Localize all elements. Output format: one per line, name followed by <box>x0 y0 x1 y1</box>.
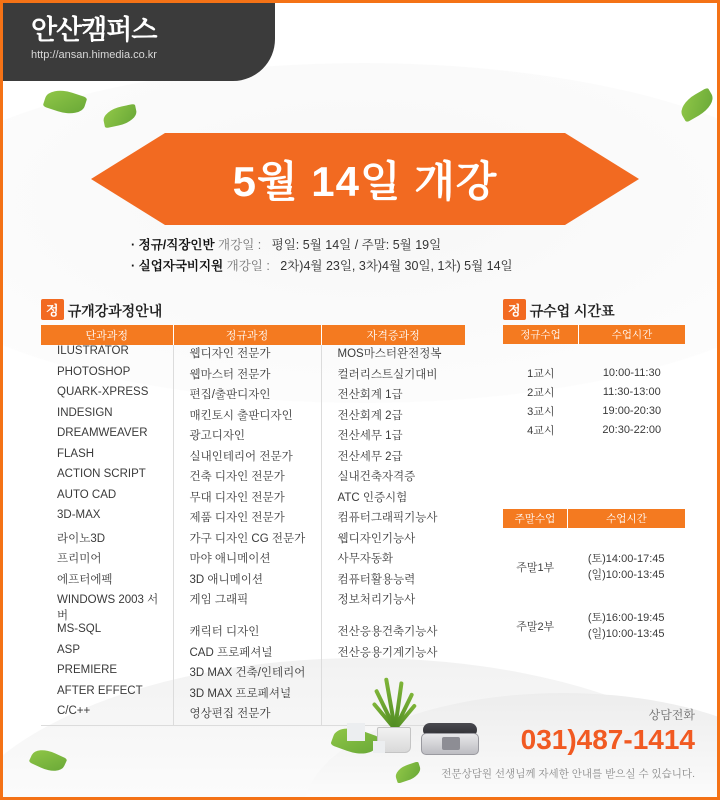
spacer-row <box>503 528 685 547</box>
table-cell: 정보처리기능사 <box>337 594 416 606</box>
table-cell: ASP <box>41 644 173 665</box>
table-cell: INDESIGN <box>41 407 173 428</box>
table-cell: 광고디자인 <box>173 427 321 448</box>
schedule-time-saturday: (토)14:00-17:45 <box>587 553 665 565</box>
table-cell: 영상편집 전문가 <box>173 705 321 726</box>
footer-note: 전문상담원 선생님께 자세한 안내를 받으실 수 있습니다. <box>441 768 695 780</box>
table-row <box>41 550 465 571</box>
contact-block <box>431 706 695 755</box>
table-cell: 프리미어 <box>41 550 173 571</box>
table-cell: 주말1부 <box>516 562 555 574</box>
table-row <box>41 448 465 469</box>
table-cell: PHOTOSHOP <box>41 366 173 387</box>
table-cell: 마야 애니메이션 <box>173 550 321 571</box>
table-cell: 20:30-22:00 <box>602 423 662 436</box>
table-cell: WINDOWS 2003 서버 <box>41 591 173 623</box>
decorative-square <box>347 723 365 741</box>
regular-label-suffix: 개강일 : <box>218 238 262 252</box>
schedule-time-sunday: (일)10:00-13:45 <box>587 628 665 640</box>
table-cell <box>567 547 685 587</box>
column-header-time: 수업시간 <box>579 325 685 344</box>
title-banner <box>91 133 639 225</box>
table-cell: 주말2부 <box>516 621 555 633</box>
table-cell: 제품 디자인 전문가 <box>173 509 321 530</box>
site-header <box>3 3 275 81</box>
table-cell: QUARK-XPRESS <box>41 386 173 407</box>
column-header-period: 정규수업 <box>503 325 579 344</box>
table-row <box>41 623 465 644</box>
table-row <box>41 468 465 489</box>
table-cell: 3교시 <box>527 405 555 418</box>
spacer-row <box>503 344 685 363</box>
table-cell <box>567 606 685 646</box>
table-header-row <box>41 325 465 345</box>
subsidized-value: 2차)4월 23일, 3차)4월 30일, 1차) 5월 14일 <box>280 259 513 273</box>
column-header-time: 수업시간 <box>567 509 685 528</box>
table-cell: 매킨토시 출판디자인 <box>173 407 321 428</box>
column-header-single: 단과과정 <box>41 325 173 345</box>
section-heading-courses <box>41 300 162 321</box>
table-cell: CAD 프로페셔널 <box>173 644 321 665</box>
regular-label: · 정규/직장인반 <box>131 238 215 252</box>
table-cell: 건축 디자인 전문가 <box>173 468 321 489</box>
table-cell: 3D-MAX <box>41 509 173 530</box>
section-title: 규수업 시간표 <box>529 303 615 319</box>
table-cell: 전산세무 2급 <box>337 450 403 463</box>
table-row <box>41 407 465 428</box>
section-title: 규개강과정안내 <box>67 303 163 319</box>
page-title: 5월 14일 개강 <box>232 158 498 205</box>
table-cell: ATC 인증시험 <box>337 491 408 504</box>
course-table <box>41 325 465 726</box>
table-cell: 라이노3D <box>41 530 173 551</box>
subsidized-label: · 실업자국비지원 <box>131 259 224 273</box>
open-date-row-regular <box>131 235 601 256</box>
table-row <box>41 530 465 551</box>
table-cell: 에프터에펙 <box>41 571 173 592</box>
table-cell: 전산응용기계기능사 <box>337 646 438 659</box>
table-cell: 실내건축자격증 <box>337 471 416 483</box>
table-cell: 전산회계 2급 <box>337 409 403 422</box>
course-table-body <box>41 345 465 726</box>
table-row <box>503 547 685 587</box>
weekday-schedule-body <box>503 344 685 439</box>
table-row <box>41 644 465 665</box>
column-header-certificate: 자격증과정 <box>321 325 465 345</box>
table-cell: 10:00-11:30 <box>602 366 661 379</box>
table-cell: 실내인테리어 전문가 <box>173 448 321 469</box>
schedule-time-sunday: (일)10:00-13:45 <box>587 569 665 581</box>
table-row <box>503 382 685 401</box>
table-cell: PREMIERE <box>41 664 173 685</box>
table-cell: 19:00-20:30 <box>602 404 662 417</box>
column-header-period: 주말수업 <box>503 509 567 528</box>
table-cell: FLASH <box>41 448 173 469</box>
table-row <box>41 386 465 407</box>
weekend-schedule-table <box>503 509 685 665</box>
logo-text: 안산캠퍼스 <box>31 15 157 45</box>
table-cell: 웹디자인 전문가 <box>173 345 321 366</box>
table-cell: 컬러리스트실기대비 <box>337 368 438 381</box>
regular-value: 평일: 5월 14일 / 주말: 5월 19일 <box>271 238 442 252</box>
table-cell: 전산회계 1급 <box>337 389 403 401</box>
table-cell: 웹디자인기능사 <box>337 532 416 545</box>
table-cell: 컴퓨터그래픽기능사 <box>337 512 438 524</box>
table-cell: 편집/출판디자인 <box>173 386 321 407</box>
banner-box <box>165 133 565 225</box>
table-cell: ACTION SCRIPT <box>41 468 173 489</box>
table-cell: 3D MAX 프로페셔널 <box>173 685 321 706</box>
table-cell: 사무자동화 <box>337 553 394 565</box>
table-cell: AFTER EFFECT <box>41 685 173 706</box>
open-date-row-subsidized <box>131 256 601 277</box>
table-cell: AUTO CAD <box>41 489 173 510</box>
course-table-head <box>41 325 465 345</box>
section-heading-schedule <box>503 300 615 321</box>
table-cell: ILUSTRATOR <box>41 345 173 366</box>
table-row <box>41 509 465 530</box>
table-cell: MS-SQL <box>41 623 173 644</box>
table-cell: 캐릭터 디자인 <box>173 623 321 644</box>
table-header-row <box>503 509 685 528</box>
section-mark: 정 <box>41 299 64 320</box>
section-mark: 정 <box>503 299 526 320</box>
column-header-regular: 정규과정 <box>173 325 321 345</box>
table-row <box>41 427 465 448</box>
table-cell: 11:30-13:00 <box>602 385 661 398</box>
subsidized-label-suffix: 개강일 : <box>226 259 270 273</box>
arrow-right-icon <box>565 133 639 225</box>
table-cell: 무대 디자인 전문가 <box>173 489 321 510</box>
spacer-row <box>503 587 685 606</box>
table-cell: 3D MAX 건축/인테리어 <box>173 664 321 685</box>
table-row <box>41 571 465 592</box>
table-row <box>503 420 685 439</box>
weekday-schedule-table <box>503 325 685 439</box>
table-row <box>41 591 465 623</box>
table-cell: MOS마스터완전정복 <box>337 348 442 360</box>
table-cell: 1교시 <box>527 367 555 380</box>
table-cell: C/C++ <box>41 705 173 726</box>
table-cell: 4교시 <box>527 424 555 437</box>
spacer-row <box>503 646 685 665</box>
site-url[interactable]: http://ansan.himedia.co.kr <box>31 49 157 61</box>
open-dates <box>131 235 601 277</box>
table-cell: 컴퓨터활용능력 <box>337 573 416 586</box>
table-row <box>41 366 465 387</box>
table-row <box>41 489 465 510</box>
table-cell: 가구 디자인 CG 전문가 <box>173 530 321 551</box>
table-row <box>41 345 465 366</box>
table-cell: 전산응용건축기능사 <box>337 626 438 638</box>
table-cell: 웹마스터 전문가 <box>173 366 321 387</box>
table-cell: 전산세무 1급 <box>337 430 403 442</box>
table-cell: 게임 그래픽 <box>173 591 321 623</box>
table-cell: 3D 애니메이션 <box>173 571 321 592</box>
table-row <box>503 363 685 382</box>
table-header-row <box>503 325 685 344</box>
table-row <box>503 401 685 420</box>
weekend-schedule-body <box>503 528 685 665</box>
table-cell: DREAMWEAVER <box>41 427 173 448</box>
weekend-schedule-head <box>503 509 685 528</box>
weekday-schedule-head <box>503 325 685 344</box>
phone-label: 상담전화 <box>648 708 695 722</box>
arrow-left-icon <box>91 133 165 225</box>
table-row <box>503 606 685 646</box>
table-cell: 2교시 <box>527 386 555 399</box>
decorative-square <box>373 741 385 753</box>
phone-number[interactable]: 031)487-1414 <box>520 724 695 755</box>
schedule-time-saturday: (토)16:00-19:45 <box>587 612 665 624</box>
